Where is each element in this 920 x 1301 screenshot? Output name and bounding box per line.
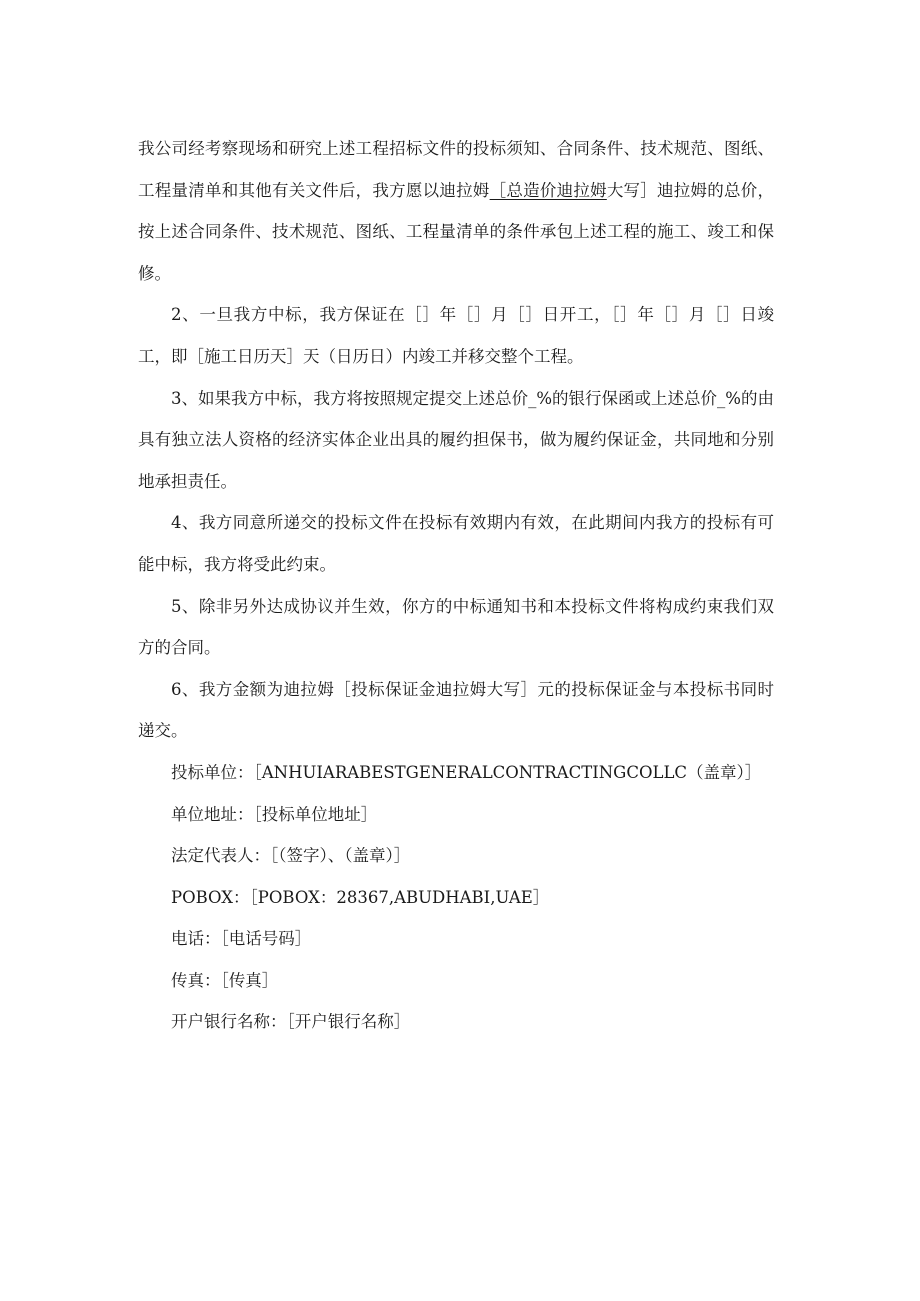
document-page [138,128,774,1043]
paragraph-5: 5、除非另外达成协议并生效，你方的中标通知书和本投标文件将构成约束我们双方的合同。 [138,596,774,658]
paragraph-1-text-b: 大写］迪拉姆的总价，按上述合同条件、技术规范、图纸、工程量清单的条件承包上述工程的施工、竣工和保修。 [138,180,775,283]
field-legal-representative: 法定代表人：［（签字）、（盖章）］ [171,846,411,866]
paragraph-1-underlined-text: ［总造价迪拉姆 [489,180,607,200]
field-bidder: 投标单位：［ANHUIARABESTGENERALCONTRACTINGCOLLC（盖章）］ [171,762,762,782]
paragraph-4: 4、我方同意所递交的投标文件在投标有效期内有效，在此期间内我方的投标有可能中标，我方将受此约束。 [138,513,774,574]
paragraph-2: 2、一旦我方中标，我方保证在［］年［］月［］日开工，［］年［］月［］日竣工，即［施工日历天］天（日历日）内竣工并移交整个工程。 [138,305,774,366]
field-phone: 电话：［电话号码］ [171,929,312,949]
paragraph-6: 6、我方金额为迪拉姆［投标保证金迪拉姆大写］元的投标保证金与本投标书同时递交。 [138,679,774,741]
field-fax: 传真：［传真］ [171,970,279,990]
field-bank-name: 开户银行名称：［开户银行名称］ [171,1012,411,1032]
paragraph-1-text-a: 我公司经考察现场和研究上述工程招标文件的投标须知、合同条件、技术规范、图纸、工程量清单和其他有关文件后，我方愿以迪拉姆 [138,139,774,200]
field-address: 单位地址：［投标单位地址］ [171,804,378,824]
field-pobox: POBOX：［POBOX：28367,ABUDHABI,UAE］ [171,887,550,907]
paragraph-3: 3、如果我方中标，我方将按照规定提交上述总价_%的银行保函或上述总价_%的由具有独立法人资格的经济实体企业出具的履约担保书，做为履约保证金，共同地和分别地承担责任。 [138,388,774,491]
paragraph-1 [138,128,774,294]
